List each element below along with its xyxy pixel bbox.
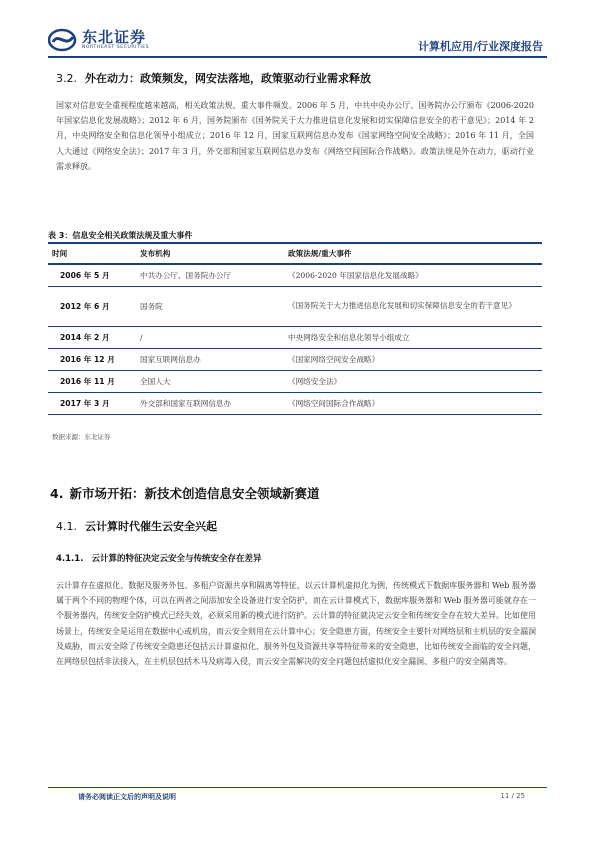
column-header-time: 时间 (48, 243, 136, 264)
section-4-heading (50, 484, 319, 502)
section-4-1-1-heading (56, 552, 261, 564)
table-row (48, 348, 542, 370)
section-title: 新市场开拓：新技术创造信息安全领域新赛道 (69, 486, 320, 501)
cell-time: 2016 年 12 月 (48, 348, 136, 370)
table-row (48, 286, 542, 326)
section-3-2-paragraph: 国家对信息安全重视程度越来越高，相关政策法规、重大事件频发。2006 年 5 月，中共中央办公厅、国务院办公厅颁布《2006-2020 年国家信息化发展战略》；2012 年 6 月，国务院颁布《国务院关于大力推进信息化发展和切实保障信息安全的若干意见》；2014 年 2 月，中央网络安全和信息化领导小组成立；2016 年 12 月，国家互联网信息办发布《国家网络空间安全战略》；2016 年 11 月，全国人大通过《网络安全法》；2017 年 3 月，外交部和国家互联网信息办发布《网络空间国际合作战略》。政策法规是外在动力，驱动行业需求释放。 (56, 101, 534, 171)
footer-disclaimer: 请务必阅读正文后的声明及说明 (78, 793, 176, 801)
cell-time: 2012 年 6 月 (48, 286, 136, 326)
cell-org: / (136, 326, 284, 348)
section-title: 云计算的特征决定云安全与传统安全存在差异 (91, 554, 262, 564)
cell-org: 全国人大 (136, 370, 284, 392)
section-number: 4. (50, 486, 64, 501)
cell-time: 2016 年 11 月 (48, 370, 136, 392)
policy-events-table (48, 242, 542, 415)
report-type: 计算机应用/行业深度报告 (417, 40, 543, 53)
table-caption: 表 3：信息安全相关政策法规及重大事件 (48, 231, 193, 240)
cell-event: 《网络空间国际合作战略》 (284, 392, 542, 414)
cell-event: 《国务院关于大力推进信息化发展和切实保障信息安全的若干意见》 (284, 286, 542, 326)
cell-time: 2017 年 3 月 (48, 392, 136, 414)
header-divider (48, 56, 547, 58)
page-number: 11 / 25 (500, 792, 525, 800)
section-title: 外在动力：政策频发，网安法落地，政策驱动行业需求释放 (85, 72, 371, 85)
cell-event: 《2006-2020 年国家信息化发展战略》 (284, 264, 542, 286)
cell-time: 2014 年 2 月 (48, 326, 136, 348)
table-row (48, 392, 542, 414)
cell-event: 《网络安全法》 (284, 370, 542, 392)
section-3-2-heading (56, 70, 371, 86)
cell-org: 国家互联网信息办 (136, 348, 284, 370)
table-row (48, 370, 542, 392)
cell-org: 国务院 (136, 286, 284, 326)
section-4-1-1-paragraph: 云计算存在虚拟化、数据及服务外包、多租户资源共享和隔离等特征，以云计算机虚拟化为例，传统模式下数据库服务器和 Web 服务器属于两个不同的物理个体，可以在两者之间添加安全设备进行安全防护，而在云计算模式下，数据库服务器和 Web 服务器可能就存在一个服务器内，传统安全防护模式已经失效，必须采用新的模式进行防护。云计算的特征就决定云安全和传统安全存在较大差异。比如使用场景上，传统安全是运用在数据中心或机房，而云安全则用在云计算中心；安全隐患方面，传统安全主要针对网络层和主机层的安全漏洞及威胁，而云安全除了传统安全隐患还包括云计算虚拟化、服务外包及资源共享等特征带来的安全隐患，比如传统安全面临的安全问题，在网络层包括非法接入，在主机层包括木马及病毒入侵，而云安全需解决的安全问题包括虚拟化安全漏洞、多租户的安全隔离等。 (56, 581, 536, 667)
cell-org: 外交部和国家互联网信息办 (136, 392, 284, 414)
cell-event: 中央网络安全和信息化领导小组成立 (284, 326, 542, 348)
table-header-row (48, 243, 542, 264)
section-number: 4.1.1. (56, 554, 84, 564)
logo-swirl-icon (48, 28, 78, 52)
section-number: 4.1. (56, 520, 77, 533)
column-header-event: 政策法规/重大事件 (284, 243, 542, 264)
logo-name-cn: 东北证券 (82, 28, 147, 46)
table-source: 数据来源：东北证券 (52, 433, 111, 441)
column-header-org: 发布机构 (136, 243, 284, 264)
cell-event: 《国家网络空间安全战略》 (284, 348, 542, 370)
table-row (48, 264, 542, 286)
cell-org: 中共办公厅、国务院办公厅 (136, 264, 284, 286)
table-row (48, 326, 542, 348)
company-logo (48, 26, 149, 54)
cell-time: 2006 年 5 月 (48, 264, 136, 286)
footer-divider (48, 787, 547, 788)
section-number: 3.2. (56, 72, 77, 85)
section-4-1-heading (56, 518, 217, 534)
logo-name-en: NORTHEAST SECURITIES (82, 45, 150, 50)
section-title: 云计算时代催生云安全兴起 (85, 520, 217, 533)
